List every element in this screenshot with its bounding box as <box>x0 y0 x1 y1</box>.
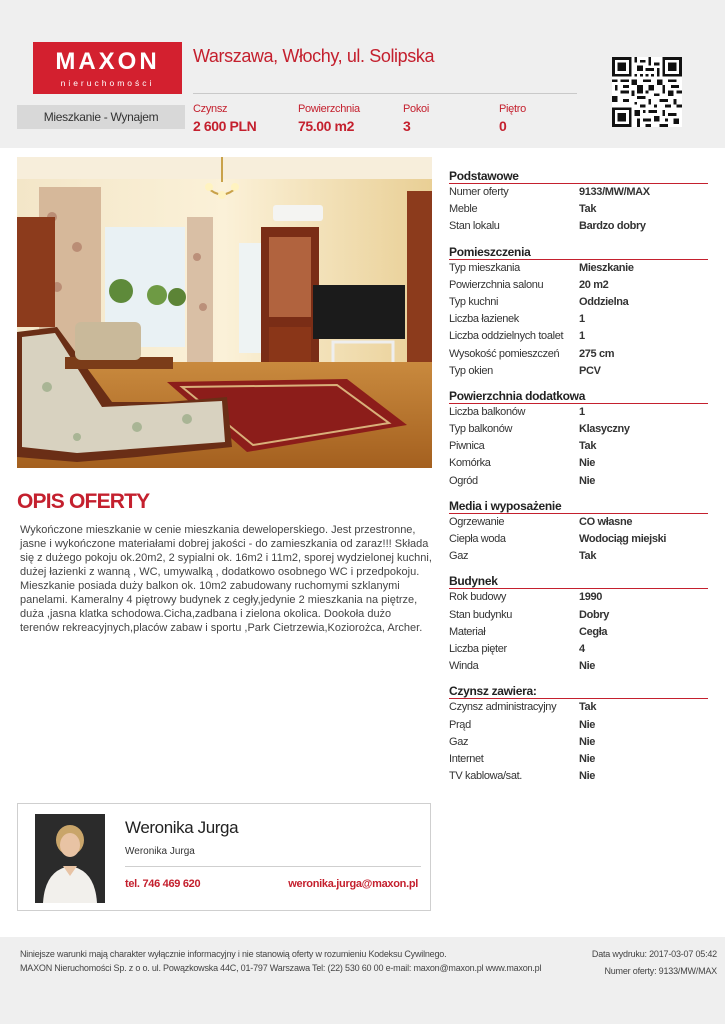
spec-label: Typ mieszkania <box>449 261 520 274</box>
spec-value: Tak <box>579 203 597 216</box>
spec-label: Gaz <box>449 550 469 563</box>
spec-section-czynsz-zawiera <box>449 683 708 785</box>
footer-disclaimer: Niniejsze warunki mają charakter wyłącznie informacyjny i nie stanowią oferty w rozumieniu Kodeksu Cywilnego. <box>20 949 447 959</box>
spec-label: Piwnica <box>449 440 485 453</box>
spec-value: 4 <box>579 642 585 655</box>
spec-row <box>449 184 708 201</box>
spec-value: Nie <box>579 457 596 470</box>
stat-value: 0 <box>499 118 507 134</box>
spec-label: Ogród <box>449 474 478 487</box>
header-divider <box>193 93 577 94</box>
spec-label: Gaz <box>449 735 469 748</box>
spec-row <box>449 328 708 345</box>
footer <box>0 937 725 1024</box>
spec-section-title: Powierzchnia dodatkowa <box>449 388 708 404</box>
spec-row <box>449 404 708 421</box>
spec-value: Nie <box>579 474 596 487</box>
spec-label: Meble <box>449 203 478 216</box>
spec-section-title: Czynsz zawiera: <box>449 683 708 699</box>
spec-row <box>449 658 708 675</box>
stat-value: 2 600 PLN <box>193 118 257 134</box>
stat-value: 3 <box>403 118 411 134</box>
stat-value: 75.00 m2 <box>298 118 354 134</box>
stat-label: Czynsz <box>193 103 228 115</box>
spec-row <box>449 531 708 548</box>
spec-label: Liczba oddzielnych toalet <box>449 330 564 343</box>
spec-section-title: Podstawowe <box>449 168 708 184</box>
header-band <box>0 0 725 148</box>
agent-divider <box>125 866 421 867</box>
spec-value: Oddzielna <box>579 295 629 308</box>
spec-value: Nie <box>579 660 596 673</box>
spec-value: 20 m2 <box>579 278 609 291</box>
spec-value: CO własne <box>579 515 633 528</box>
spec-section-title: Media i wyposażenie <box>449 498 708 514</box>
spec-label: Rok budowy <box>449 591 507 604</box>
spec-section-powierzchnia-dodatkowa <box>449 388 708 490</box>
stat-floor <box>499 103 526 134</box>
spec-value: Tak <box>579 550 597 563</box>
description-title: OPIS OFERTY <box>17 490 150 513</box>
footer-offer-number: Numer oferty: 9133/MW/MAX <box>604 966 717 976</box>
qr-code-icon[interactable] <box>612 57 682 127</box>
spec-row <box>449 421 708 438</box>
spec-row <box>449 548 708 565</box>
spec-value: Nie <box>579 735 596 748</box>
spec-label: Typ okien <box>449 364 493 377</box>
property-address: Warszawa, Włochy, ul. Solipska <box>193 46 435 66</box>
agent-subname: Weronika Jurga <box>125 846 195 857</box>
spec-row <box>449 473 708 490</box>
spec-row <box>449 514 708 531</box>
stat-label: Piętro <box>499 103 526 115</box>
spec-label: Stan budynku <box>449 608 513 621</box>
spec-label: Typ kuchni <box>449 295 499 308</box>
property-photo[interactable] <box>17 157 432 468</box>
spec-value: Tak <box>579 440 597 453</box>
spec-section-podstawowe <box>449 168 708 236</box>
stat-rent <box>193 103 256 134</box>
spec-value: Nie <box>579 718 596 731</box>
spec-label: Liczba łazienek <box>449 313 519 326</box>
spec-value: 1 <box>579 405 585 418</box>
footer-company: MAXON Nieruchomości Sp. z o o. ul. Powązkowska 44C, 01-797 Warszawa Tel: (22) 530 60 00 e-mail: maxon@maxon.pl www.maxon.pl <box>20 963 542 973</box>
spec-label: Typ balkonów <box>449 423 513 436</box>
agent-name: Weronika Jurga <box>125 818 239 837</box>
spec-row <box>449 294 708 311</box>
spec-row <box>449 751 708 768</box>
spec-row <box>449 260 708 277</box>
spec-row <box>449 624 708 641</box>
spec-label: Liczba balkonów <box>449 405 526 418</box>
spec-label: Numer oferty <box>449 186 509 198</box>
spec-label: Powierzchnia salonu <box>449 278 544 291</box>
specs-panel <box>449 168 708 785</box>
agent-phone-link[interactable]: tel. 746 469 620 <box>125 878 201 890</box>
spec-section-budynek <box>449 573 708 675</box>
spec-label: Internet <box>449 752 484 765</box>
spec-row <box>449 734 708 751</box>
spec-row <box>449 641 708 658</box>
spec-row <box>449 607 708 624</box>
agent-avatar <box>35 814 105 903</box>
stat-label: Powierzchnia <box>298 103 360 115</box>
stat-rooms <box>403 103 429 134</box>
footer-print-date: Data wydruku: 2017-03-07 05:42 <box>591 949 717 959</box>
spec-row <box>449 218 708 235</box>
spec-row <box>449 277 708 294</box>
spec-value: Klasyczny <box>579 423 630 436</box>
spec-section-media <box>449 498 708 566</box>
spec-row <box>449 589 708 606</box>
spec-label: Stan lokalu <box>449 220 500 233</box>
stat-area <box>298 103 360 134</box>
spec-value: Mieszkanie <box>579 261 634 274</box>
spec-value: 1990 <box>579 591 603 604</box>
spec-label: Ogrzewanie <box>449 515 505 528</box>
logo-sub: nieruchomości <box>60 78 155 88</box>
spec-label: Czynsz administracyjny <box>449 701 557 714</box>
spec-label: Winda <box>449 660 479 673</box>
spec-row <box>449 455 708 472</box>
spec-label: TV kablowa/sat. <box>449 770 523 783</box>
spec-row <box>449 363 708 380</box>
spec-value: PCV <box>579 364 601 377</box>
spec-value: 1 <box>579 313 585 326</box>
spec-section-title: Pomieszczenia <box>449 244 708 260</box>
spec-label: Wysokość pomieszczeń <box>449 347 560 360</box>
spec-value: Dobry <box>579 608 610 621</box>
agent-card <box>17 803 431 911</box>
agent-email-link[interactable]: weronika.jurga@maxon.pl <box>288 878 418 890</box>
spec-section-pomieszczenia <box>449 244 708 380</box>
spec-label: Komórka <box>449 457 491 470</box>
spec-row <box>449 768 708 785</box>
spec-value: 9133/MW/MAX <box>579 186 650 198</box>
spec-value: Nie <box>579 752 596 765</box>
description-text: Wykończone mieszkanie w cenie mieszkania deweloperskiego. Jest przestronne, jasne i wykończone materiałami dobrej jakości - do zamieszkania od zaraz!!! Składa się z dużego pokoju ok.20m2, 2 sypialni ok. 16m2 i 11m2, sporej wydzielonej kuchni, dużej łazienki z wanną , WC, umywalką , dodatkowo osobnego WC i przedpokoju. Mieszkanie posiada duży balkon ok. 10m2 zabudowany ruchomymi szklanymi panelami. Kameralny 4 piętrowy budynek z cegły,jedynie 2 mieszkania na piętrze, duża ,jasna klatka schodowa.Cicha,zadbana i zielona okolica. Dookoła dużo terenów rekreacyjnych,placów zabaw i sportu ,Park Cietrzewia,Koziorożca, Archer. <box>20 524 432 634</box>
spec-label: Ciepła woda <box>449 533 506 545</box>
spec-label: Liczba pięter <box>449 642 507 655</box>
spec-value: Nie <box>579 770 596 783</box>
spec-row <box>449 717 708 734</box>
spec-row <box>449 201 708 218</box>
spec-row <box>449 699 708 716</box>
spec-value: Tak <box>579 701 597 714</box>
spec-value: Bardzo dobry <box>579 220 646 233</box>
spec-label: Materiał <box>449 625 486 638</box>
spec-value: Cegła <box>579 625 608 638</box>
spec-row <box>449 438 708 455</box>
spec-value: 275 cm <box>579 347 615 360</box>
offer-type-badge: Mieszkanie - Wynajem <box>17 105 185 129</box>
maxon-logo <box>33 42 182 94</box>
stat-label: Pokoi <box>403 103 430 115</box>
spec-value: Wodociąg miejski <box>579 533 667 545</box>
spec-row <box>449 311 708 328</box>
spec-label: Prąd <box>449 718 471 731</box>
spec-section-title: Budynek <box>449 573 708 589</box>
spec-row <box>449 346 708 363</box>
spec-value: 1 <box>579 330 585 343</box>
logo-brand: MAXON <box>55 48 160 75</box>
